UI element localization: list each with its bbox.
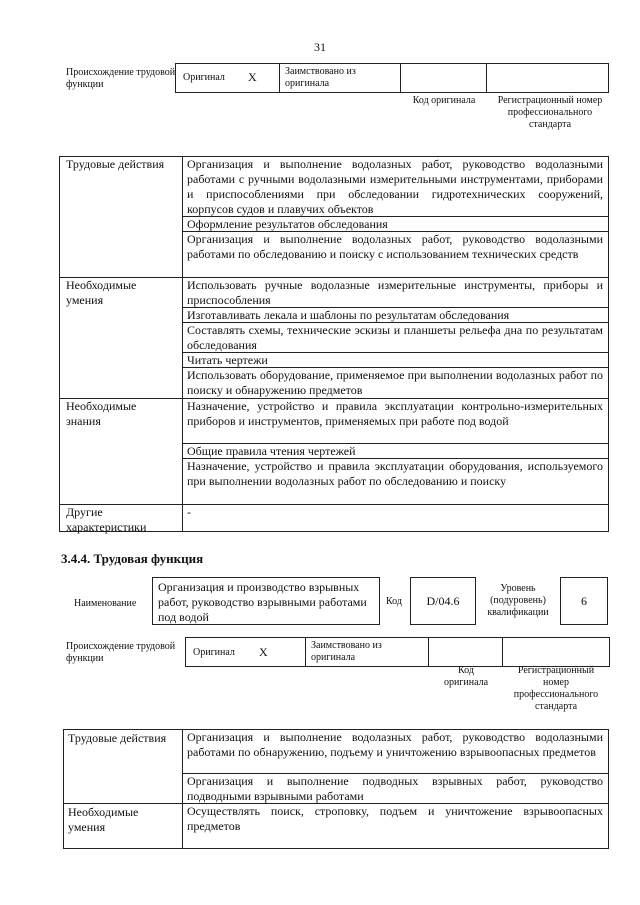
action-item: Организация и выполнение водолазных работ, руководство водолазными работами по обследованию и поиску с использованием технических средств [187, 232, 603, 261]
borrowed-label: Заимствовано из оригинала [311, 640, 382, 663]
section-heading: 3.4.4. Трудовая функция [61, 551, 204, 566]
original-label: Оригинал [183, 72, 225, 83]
skill-item: Изготавливать лекала и шаблоны по результатам обследования [187, 308, 510, 322]
knowledge-item: Общие правила чтения чертежей [187, 444, 356, 458]
other-value: - [187, 505, 191, 519]
code-original-caption: Код оригинала [412, 95, 476, 106]
page-number: 31 [314, 40, 326, 54]
origin-label: Происхождение трудовой функции [66, 641, 176, 664]
skill-item: Читать чертежи [187, 353, 268, 367]
reg-number-caption: Регистрационный номер профессионального стандарта [497, 95, 603, 130]
skill-item: Составлять схемы, технические эскизы и планшеты рельефа дна по результатам обследования [187, 323, 603, 352]
knowledge-label: Необходимые знания [66, 399, 137, 428]
knowledge-item: Назначение, устройство и правила эксплуатации оборудования, используемого при выполнении водолазных работ по обследованию и поиску [187, 459, 603, 488]
action-item: Оформление результатов обследования [187, 217, 388, 231]
action-item: Организация и выполнение водолазных работ, руководство водолазными работами с ручными водолазными измерительными инструментами, приборами и приспособлениями при обследовании гидротехнических сооружений, корпусов судов и плавучих объектов [187, 157, 603, 216]
borrowed-label: Заимствовано из оригинала [285, 66, 356, 89]
reg-number-caption: Регистрационный номер профессионального стандарта [513, 665, 599, 712]
action-item: Организация и выполнение водолазных работ, руководство водолазными работами по обнаружению, подъему и уничтожению взрывоопасных предметов [187, 730, 603, 759]
skill-item: Использовать ручные водолазные измерительные инструменты, приборы и приспособления [187, 278, 603, 307]
original-label: Оригинал [193, 647, 235, 658]
level-label: Уровень (подуровень) квалификации [487, 583, 549, 618]
skill-item: Использовать оборудование, применяемое при выполнении водолазных работ по поиску и обнаружению предметов [187, 368, 603, 397]
level-value: 6 [581, 594, 587, 608]
name-value: Организация и производство взрывных работ, руководство взрывными работами под водой [158, 580, 367, 624]
actions-label: Трудовые действия [68, 731, 167, 745]
knowledge-item: Назначение, устройство и правила эксплуатации контрольно-измерительных приборов и инструментов, применяемых при работе под водой [187, 399, 603, 428]
skill-item: Осуществлять поиск, строповку, подъем и уничтожение взрывоопасных предметов [187, 804, 603, 833]
other-label: Другие характеристики [66, 505, 147, 534]
actions-label: Трудовые действия [66, 157, 165, 171]
skills-label: Необходимые умения [66, 278, 137, 307]
code-original-caption: Код оригинала [443, 665, 489, 688]
code-label: Код [386, 596, 402, 607]
code-value: D/04.6 [426, 594, 460, 608]
name-label: Наименование [74, 598, 137, 609]
action-item: Организация и выполнение подводных взрывных работ, руководство подводными взрывными работами [187, 774, 603, 803]
original-mark: X [259, 645, 268, 659]
origin-label: Происхождение трудовой функции [66, 67, 176, 90]
original-mark: X [248, 70, 257, 84]
skills-label: Необходимые умения [68, 805, 139, 834]
